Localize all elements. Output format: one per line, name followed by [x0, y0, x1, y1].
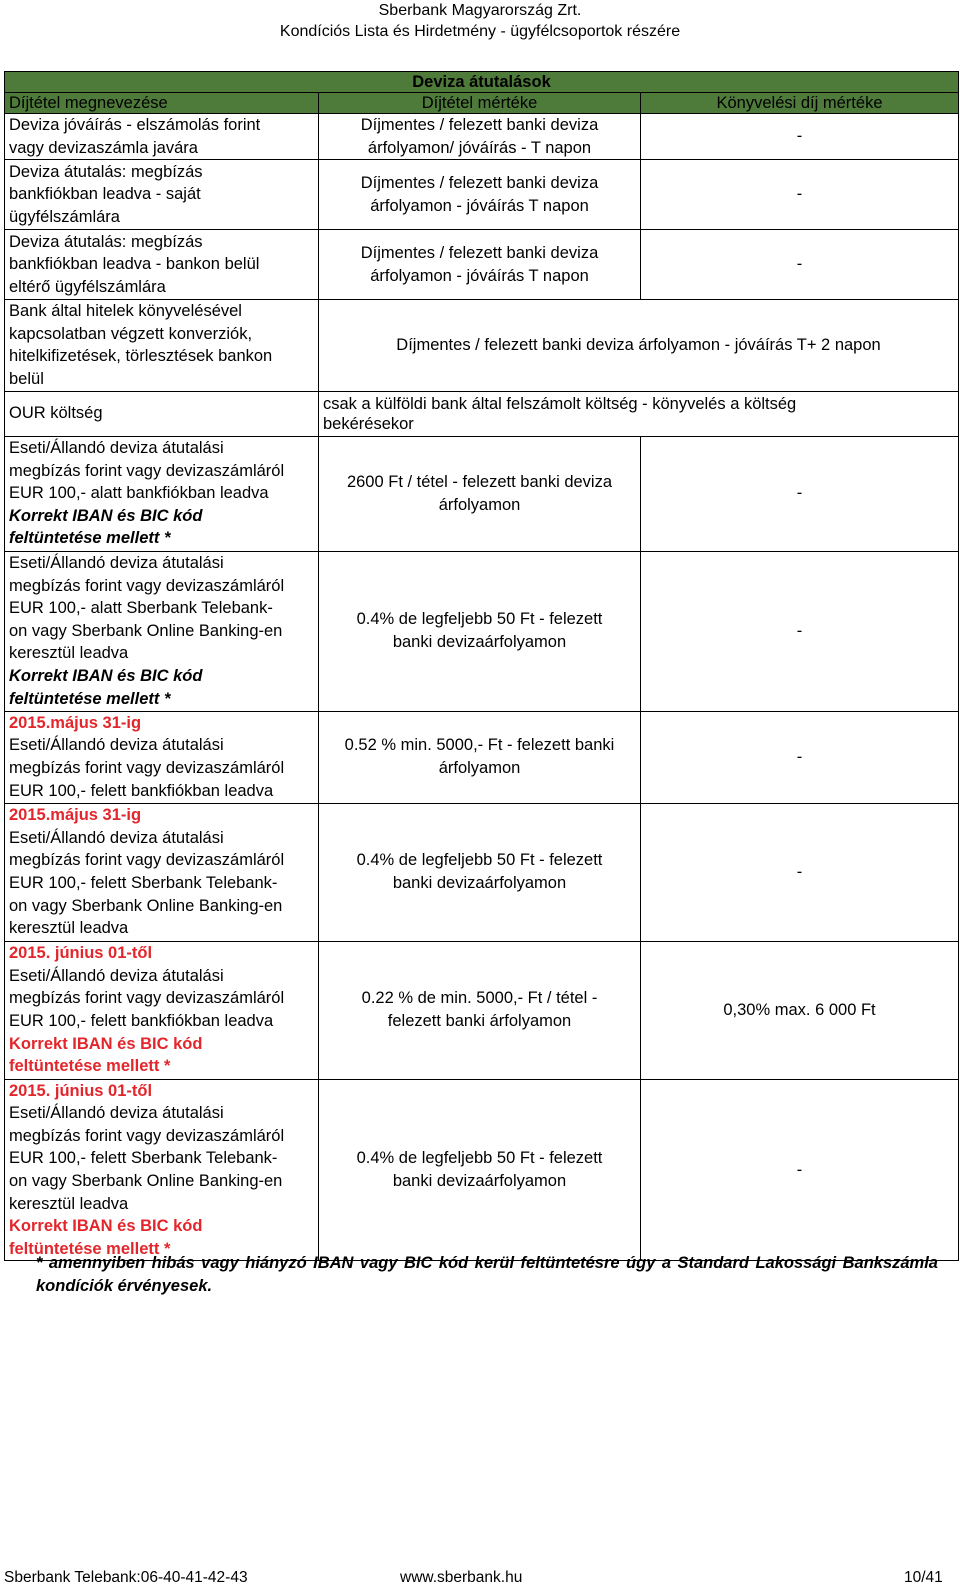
fee-name-cell [5, 711, 319, 803]
fee-rate-line: 0.22 % de min. 5000,- Ft / tétel - [361, 989, 598, 1008]
fee-table [4, 71, 959, 1261]
document-header [0, 0, 960, 42]
booking-fee-cell: - [641, 114, 959, 160]
fee-name-line: Deviza átutalás: megbízás [9, 232, 203, 251]
fee-name-line: Eseti/Állandó deviza átutalási [9, 553, 224, 572]
fee-rate-line: banki devizaárfolyamon [392, 874, 567, 893]
fee-name-line: Eseti/Állandó deviza átutalási [9, 1104, 224, 1123]
fee-name-line: belül [9, 369, 44, 388]
fee-name-cell [5, 1079, 319, 1261]
fee-name-cell [5, 160, 319, 230]
fee-rate-line: 0.4% de legfeljebb 50 Ft - felezett [356, 851, 603, 870]
fee-rate-line: banki devizaárfolyamon [392, 1171, 567, 1190]
fee-name-line: on vagy Sberbank Online Banking-en [9, 1171, 283, 1190]
fee-name-line: EUR 100,- alatt bankfiókban leadva [9, 484, 269, 503]
fee-merged-line: bekérésekor [323, 414, 414, 433]
fee-name-line: feltüntetése mellett * [9, 529, 171, 548]
fee-rate-line: Díjmentes / felezett banki deviza [360, 116, 599, 134]
fee-name-line: Eseti/Állandó deviza átutalási [9, 736, 224, 755]
fee-rate-line: Díjmentes / felezett banki deviza [360, 174, 599, 193]
fee-rate-line: árfolyamon [438, 759, 521, 778]
fee-rate-line: árfolyamon/ jóváírás - T napon [367, 138, 592, 157]
booking-fee-cell: - [641, 551, 959, 711]
fee-name-line: Deviza átutalás: megbízás [9, 162, 203, 181]
table-header-row [5, 93, 959, 114]
booking-fee-cell: - [641, 711, 959, 803]
website-link[interactable]: www.sberbank.hu [400, 1569, 523, 1586]
fee-name-line: feltüntetése mellett * [9, 1057, 171, 1076]
fee-name-line: bankfiókban leadva - bankon belül [9, 255, 260, 274]
fee-name-line: Deviza jóváírás - elszámolás forint [9, 116, 261, 134]
fee-name-cell [5, 230, 319, 300]
footnote: * amennyiben hibás vagy hiányzó IBAN vagy BIC kód kerül feltüntetésre úgy a Standard Lakossági Bankszámla kondíciók érvényesek. [36, 1254, 938, 1295]
fee-name-line: keresztül leadva [9, 1194, 129, 1213]
table-row [5, 551, 959, 711]
fee-name-cell [5, 803, 319, 941]
fee-name-line: feltüntetése mellett * [9, 689, 171, 708]
page-footer [0, 1569, 960, 1590]
table-row [5, 1079, 959, 1261]
fee-name-line: Eseti/Állandó deviza átutalási [9, 828, 224, 847]
booking-fee-cell: - [641, 1079, 959, 1261]
table-row [5, 300, 959, 391]
fee-merged-cell [319, 391, 959, 436]
fee-rate-line: árfolyamon - jóváírás T napon [370, 266, 589, 285]
table-row [5, 114, 959, 160]
fee-name-line: bankfiókban leadva - saját [9, 185, 201, 204]
fee-name-line: keresztül leadva [9, 919, 129, 938]
fee-rate-cell [319, 436, 641, 551]
fee-name-line: hitelkifizetések, törlesztések bankon [9, 347, 273, 366]
fee-name-line: vagy devizaszámla javára [9, 138, 198, 157]
table-row [5, 160, 959, 230]
fee-name-cell [5, 300, 319, 391]
fee-name-line: megbízás forint vagy devizaszámláról [9, 1126, 285, 1145]
fee-name-line: Eseti/Állandó deviza átutalási [9, 966, 224, 985]
fee-name-line: EUR 100,- felett Sberbank Telebank- [9, 874, 278, 893]
fee-rate-cell [319, 711, 641, 803]
table-title-row [5, 72, 959, 93]
column-header-booking: Könyvelési díj mértéke [641, 93, 959, 114]
company-name: Sberbank Magyarország Zrt. [378, 2, 582, 19]
fee-name-line: Korrekt IBAN és BIC kód [9, 1034, 203, 1053]
fee-rate-line: felezett banki árfolyamon [387, 1012, 572, 1031]
telebank-phone: Sberbank Telebank:06-40-41-42-43 [4, 1569, 248, 1586]
fee-name-line: eltérő ügyfélszámlára [9, 277, 166, 296]
fee-rate-cell [319, 114, 641, 160]
fee-name-line: megbízás forint vagy devizaszámláról [9, 989, 285, 1008]
fee-name-line: ügyfélszámlára [9, 207, 120, 226]
table-row [5, 230, 959, 300]
fee-rate-line: 2600 Ft / tétel - felezett banki deviza [346, 472, 613, 491]
fee-name-line: feltüntetése mellett * [9, 1239, 171, 1258]
fee-rate-line: Díjmentes / felezett banki deviza [360, 244, 599, 263]
fee-name-line: 2015. június 01-től [9, 944, 153, 963]
fee-name-line: keresztül leadva [9, 644, 129, 663]
fee-name-line: EUR 100,- alatt Sberbank Telebank- [9, 599, 273, 618]
fee-name-line: 2015.május 31-ig [9, 713, 142, 732]
column-header-rate: Díjtétel mértéke [319, 93, 641, 114]
fee-name-line: EUR 100,- felett bankfiókban leadva [9, 1012, 274, 1031]
fee-rate-line: 0.4% de legfeljebb 50 Ft - felezett [356, 610, 603, 629]
fee-name-line: 2015.május 31-ig [9, 806, 142, 825]
fee-rate-cell [319, 941, 641, 1079]
booking-fee-cell: - [641, 803, 959, 941]
fee-name-line: megbízás forint vagy devizaszámláról [9, 851, 285, 870]
fee-name-cell [5, 114, 319, 160]
fee-rate-line: 0.4% de legfeljebb 50 Ft - felezett [356, 1149, 603, 1168]
fee-rate-line: árfolyamon - jóváírás T napon [370, 196, 589, 215]
column-header-name: Díjtétel megnevezése [5, 93, 319, 114]
page-number: 10/41 [904, 1569, 943, 1586]
fee-name-line: megbízás forint vagy devizaszámláról [9, 576, 285, 595]
table-row [5, 391, 959, 436]
table-title: Deviza átutalások [5, 72, 959, 93]
fee-merged-line: csak a külföldi bank által felszámolt költség - könyvelés a költség [323, 394, 797, 413]
fee-name-cell [5, 941, 319, 1079]
document-subtitle: Kondíciós Lista és Hirdetmény - ügyfélcsoportok részére [279, 23, 681, 40]
fee-name-line: kapcsolatban végzett konverziók, [9, 324, 253, 343]
fee-name-line: megbízás forint vagy devizaszámláról [9, 461, 285, 480]
booking-fee-cell: 0,30% max. 6 000 Ft [641, 941, 959, 1079]
fee-rate-line: banki devizaárfolyamon [392, 633, 567, 652]
fee-name-line: on vagy Sberbank Online Banking-en [9, 621, 283, 640]
table-row [5, 436, 959, 551]
fee-rate-cell [319, 803, 641, 941]
table-row [5, 803, 959, 941]
fee-name-line: on vagy Sberbank Online Banking-en [9, 896, 283, 915]
booking-fee-cell: - [641, 230, 959, 300]
booking-fee-cell: - [641, 436, 959, 551]
fee-name-line: EUR 100,- felett Sberbank Telebank- [9, 1149, 278, 1168]
fee-rate-cell [319, 551, 641, 711]
booking-fee-cell: - [641, 160, 959, 230]
fee-name-line: Korrekt IBAN és BIC kód [9, 1217, 203, 1236]
fee-rate-cell [319, 160, 641, 230]
fee-name-line: megbízás forint vagy devizaszámláról [9, 759, 285, 778]
fee-name-cell [5, 551, 319, 711]
fee-name-line: Bank által hitelek könyvelésével [9, 302, 242, 321]
fee-name-line: OUR költség [9, 404, 103, 423]
fee-name-cell [5, 436, 319, 551]
fee-merged-cell: Díjmentes / felezett banki deviza árfolyamon - jóváírás T+ 2 napon [319, 300, 959, 391]
fee-rate-line: 0.52 % min. 5000,- Ft - felezett banki [344, 736, 615, 755]
fee-rate-cell [319, 230, 641, 300]
fee-rate-cell [319, 1079, 641, 1261]
fee-name-cell [5, 391, 319, 436]
fee-name-line: EUR 100,- felett bankfiókban leadva [9, 781, 274, 800]
table-row [5, 711, 959, 803]
fee-name-line: Korrekt IBAN és BIC kód [9, 666, 203, 685]
fee-name-line: 2015. június 01-től [9, 1081, 153, 1100]
table-row [5, 941, 959, 1079]
fee-rate-line: árfolyamon [438, 495, 521, 514]
fee-name-line: Eseti/Állandó deviza átutalási [9, 439, 224, 458]
fee-name-line: Korrekt IBAN és BIC kód [9, 506, 203, 525]
